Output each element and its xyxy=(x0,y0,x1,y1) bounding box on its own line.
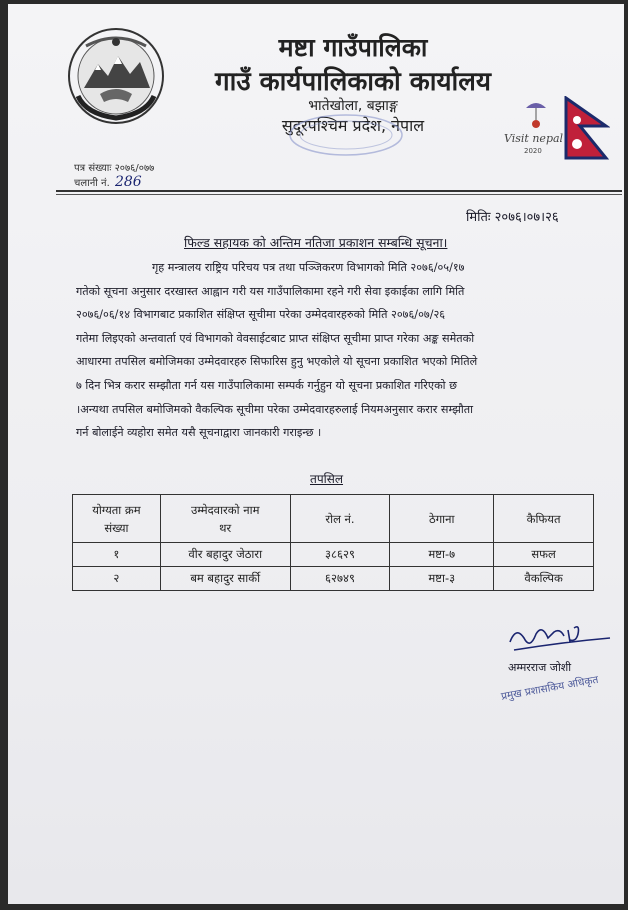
table-row xyxy=(73,543,594,567)
col-header-rank-line2: संख्या xyxy=(104,520,129,535)
body-line: गतेको सूचना अनुसार दरखास्त आह्वान गरी यस गाउँपालिकामा रहने गरी सेवा इकाईका लागि मिति xyxy=(76,284,465,298)
body-line: २०७६/०६/१४ विभागबाट प्रकाशित संक्षिप्त सूचीमा परेका उम्मेदवारहरुको मिति २०७६/०७/२६ xyxy=(76,308,446,322)
visit-nepal-logo xyxy=(500,98,570,158)
address-line-2: सुदूरपश्चिम प्रदेश, नेपाल xyxy=(281,116,425,135)
cell-name: बम बहादुर सार्की xyxy=(160,567,290,591)
office-subtitle: गाउँ कार्यपालिकाको कार्यालय xyxy=(215,67,491,97)
date-line: मितिः २०७६।०७।२६ xyxy=(466,210,559,225)
body-line: ७ दिन भित्र करार सम्झौता गर्न यस गाउँपालिकामा सम्पर्क गर्नुहुन यो सूचना प्रकाशित गरिएको छ xyxy=(76,378,457,392)
cell-roll: ३८६२९ xyxy=(290,543,390,567)
col-header-name-line1: उम्मेदवारको नाम xyxy=(190,502,260,517)
notice-document xyxy=(8,4,624,904)
body-line: गतेमा लिइएको अन्तवार्ता एवं विभागको वेवसाईटबाट प्राप्त संक्षिप्त सूचीमा प्राप्त गरेका अङ्क समेतको xyxy=(76,331,475,345)
col-header-address: ठेगाना xyxy=(390,495,494,543)
chalani-value: 286 xyxy=(114,174,142,190)
visit-nepal-icon xyxy=(500,98,570,158)
header-divider xyxy=(56,190,622,192)
col-header-name xyxy=(160,495,290,543)
header-divider-thin xyxy=(56,194,622,195)
notice-subject: फिल्ड सहायक को अन्तिम नतिजा प्रकाशन सम्बन्धि सूचना। xyxy=(184,235,448,250)
notice-body xyxy=(76,256,604,445)
address-line-1: भातेखोला, बझाङ्ग xyxy=(308,98,398,114)
table-header-row xyxy=(73,495,594,543)
office-stamp-icon xyxy=(286,112,406,158)
nepal-emblem-icon xyxy=(66,26,166,126)
col-header-roll: रोल नं. xyxy=(290,495,390,543)
col-header-rank xyxy=(73,495,161,543)
table-row xyxy=(73,567,594,591)
signature-icon xyxy=(504,620,614,660)
col-header-rank-line1: योग्यता क्रम xyxy=(92,502,141,517)
cell-roll: ६२७४९ xyxy=(290,567,390,591)
body-line: ।अन्यथा तपसिल बमोजिमको वैकल्पिक सूचीमा परेका उम्मेदवारहरुलाई नियमअनुसार करार सम्झौता xyxy=(76,402,474,416)
cell-address: मष्टा-३ xyxy=(390,567,494,591)
cell-rank: १ xyxy=(73,543,161,567)
visit-year-text: 2020 xyxy=(524,147,542,155)
tapsil-heading: तपसिल xyxy=(310,472,344,486)
results-table xyxy=(72,494,594,591)
chalani-label: चलानी नं. xyxy=(74,178,110,189)
chalani-number xyxy=(74,174,142,190)
patra-sankhya: पत्र संख्याः २०७६/०७७ xyxy=(74,163,155,174)
cell-remarks: वैकल्पिक xyxy=(494,567,594,591)
signatory-title-stamp: प्रमुख प्रशासकिय अधिकृत xyxy=(500,673,600,703)
office-name: मष्टा गाउँपालिका xyxy=(278,33,428,62)
body-line: गृह मन्त्रालय राष्ट्रिय परिचय पत्र तथा पञ्जिकरण विभागको मिति २०७६/०५/१७ xyxy=(152,261,465,274)
cell-remarks: सफल xyxy=(494,543,594,567)
body-line: आधारमा तपसिल बमोजिमका उम्मेदवारहरु सिफारिस हुनु भएकोले यो सूचना प्रकाशित भएको मितिले xyxy=(76,355,478,369)
cell-rank: २ xyxy=(73,567,161,591)
visit-nepal-text: Visit nepal xyxy=(504,132,564,145)
cell-address: मष्टा-७ xyxy=(390,543,494,567)
signatory-name: अम्मरराज जोशी xyxy=(508,661,572,674)
body-line: गर्न बोलाईने व्यहोरा समेत यसै सूचनाद्वारा जानकारी गराइन्छ । xyxy=(76,426,322,440)
col-header-remarks: कैफियत xyxy=(494,495,594,543)
col-header-name-line2: थर xyxy=(219,520,232,535)
nepal-flag-icon xyxy=(564,96,610,162)
cell-name: वीर बहादुर जेठारा xyxy=(160,543,290,567)
